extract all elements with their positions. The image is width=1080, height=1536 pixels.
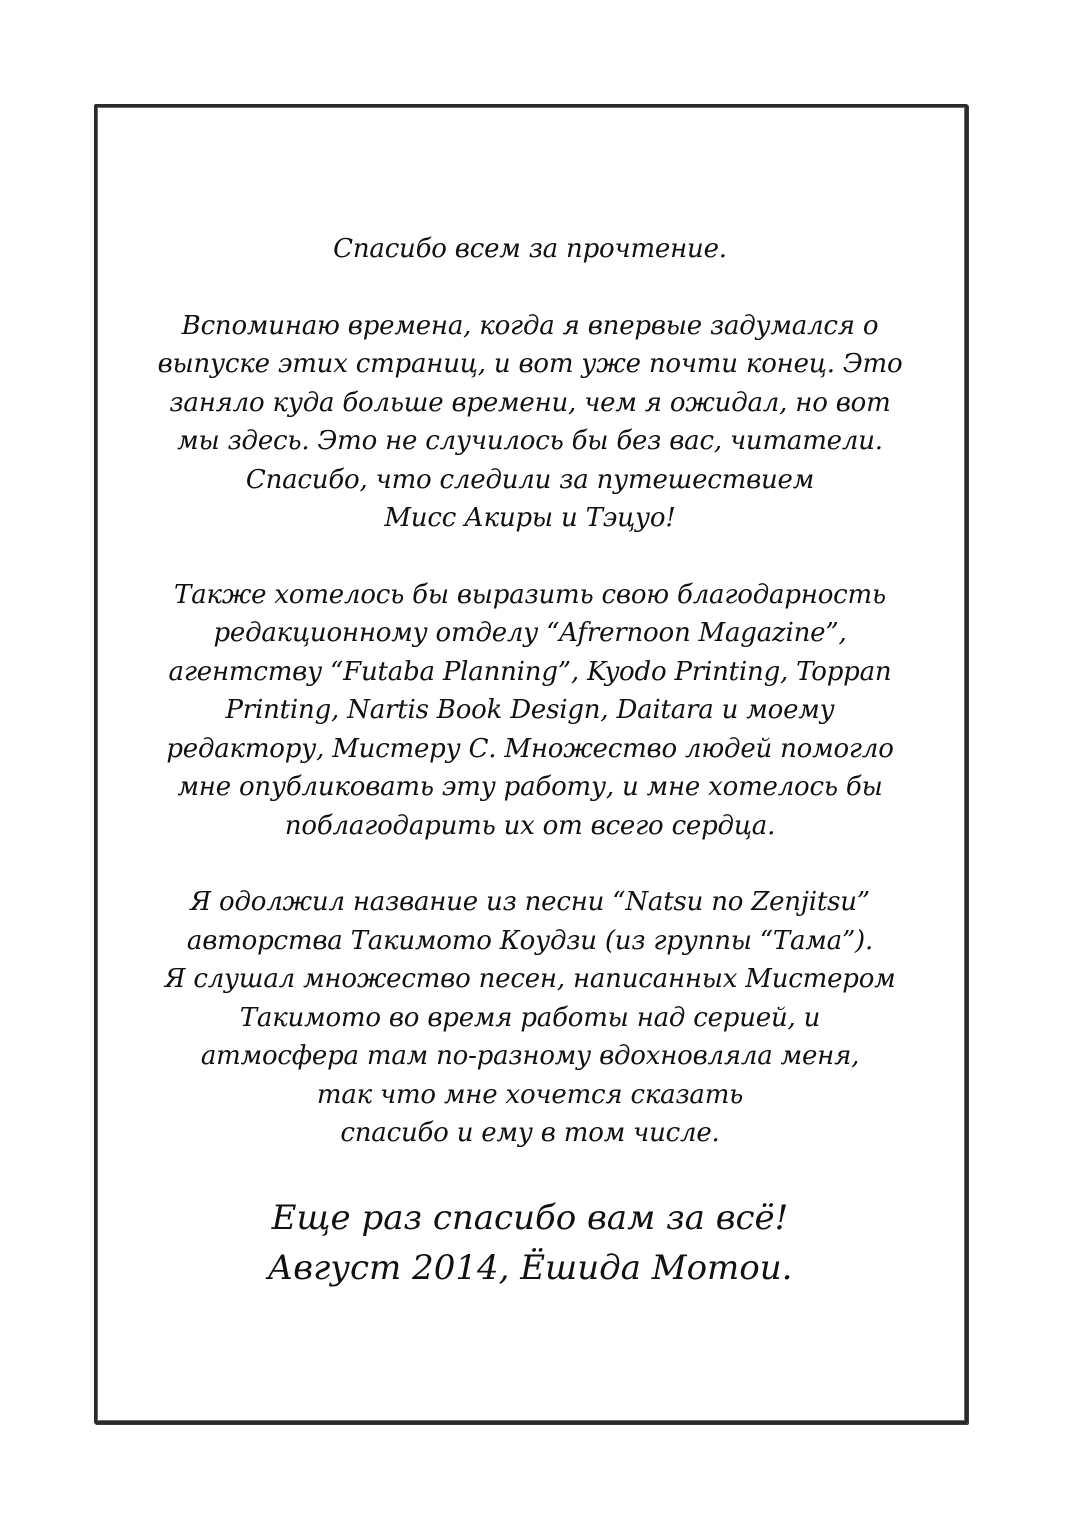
- paragraph-line: Я слушал множество песен, написанных Мистером: [164, 964, 896, 994]
- closing-thanks: Еще раз спасибо вам за всё!: [271, 1197, 789, 1238]
- paragraph-line: Мисс Акиры и Тэцуо!: [384, 503, 676, 533]
- paragraph-line: Я одолжил название из песни “Natsu no Zenjitsu”: [190, 887, 870, 917]
- paragraph-line: мне опубликовать эту работу, и мне хотелось бы: [177, 772, 883, 802]
- paragraph-line: выпуске этих страниц, и вот уже почти конец. Это: [157, 349, 903, 379]
- paragraph-line: мы здесь. Это не случилось бы без вас, читатели.: [177, 426, 883, 456]
- paragraph-line: Также хотелось бы выразить свою благодарность: [174, 579, 886, 610]
- paragraph-line: редакционному отделу “Afrernoon Magazine”,: [213, 618, 847, 648]
- spacer: [120, 538, 940, 576]
- spacer: [120, 845, 940, 883]
- paragraph-line: Такимото во время работы над серией, и: [239, 1002, 821, 1033]
- paragraph-line: Printing, Nartis Book Design, Daitara и моему: [225, 695, 835, 725]
- signature-date: Август 2014, Ёшида Мотои.: [267, 1247, 793, 1288]
- afterword-text: [120, 230, 940, 1293]
- paragraph-line: Вспоминаю времена, когда я впервые задумался о: [181, 310, 879, 341]
- spacer: [120, 269, 940, 307]
- closing-signature: [120, 1193, 940, 1293]
- greeting-line: Спасибо всем за прочтение.: [333, 234, 727, 264]
- paragraph-line: так что мне хочется сказать: [316, 1079, 744, 1110]
- paragraph-line: заняло куда больше времени, чем я ожидал, но вот: [169, 387, 891, 418]
- paragraph-song: [120, 883, 940, 1153]
- paragraph-gratitude: [120, 576, 940, 846]
- paragraph-line: спасибо и ему в том числе.: [340, 1118, 720, 1148]
- spacer: [120, 1153, 940, 1193]
- paragraph-line: агентству “Futaba Planning”, Kyodo Printing, Toppan: [168, 656, 892, 687]
- paragraph-line: редактору, Мистеру С. Множество людей помогло: [166, 733, 894, 764]
- greeting: [120, 230, 940, 269]
- paragraph-line: атмосфера там по-разному вдохновляла меня,: [200, 1041, 860, 1071]
- paragraph-line: авторства Такимото Коудзи (из группы “Тама”).: [186, 925, 874, 956]
- paragraph-line: поблагодарить их от всего сердца.: [284, 810, 776, 841]
- paragraph-line: Спасибо, что следили за путешествием: [245, 464, 815, 495]
- paragraph-memories: [120, 307, 940, 538]
